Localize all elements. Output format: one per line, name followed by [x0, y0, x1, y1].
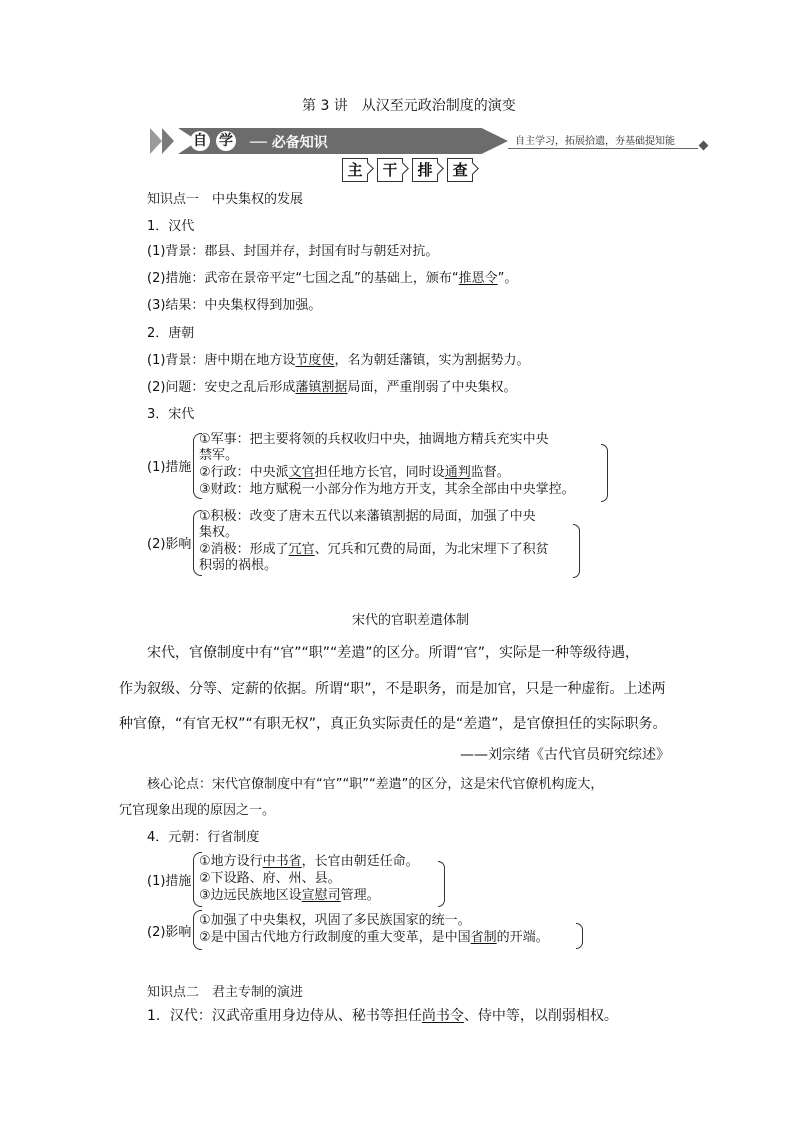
page-title: 第 3 讲 从汉至元政治制度的演变: [302, 98, 516, 114]
text-line: ①地方设行中书省，长官由朝廷任命。: [199, 854, 419, 869]
right-bracket: [573, 524, 580, 578]
underlined-term: 冗官: [288, 542, 315, 557]
text-line: (1)背景：唐中期在地方设节度使，名为朝廷藩镇，实为割据势力。: [147, 353, 530, 368]
banner-right-text: 自主学习，拓展拾遗，夯基础提知能: [515, 136, 675, 147]
tag-box: 排: [412, 158, 438, 182]
reading-paragraph: 种官僚，“有官无权”“有职无权”，真正负实际责任的是“差遣”，是官僚担任的实际职务。: [119, 716, 667, 732]
tag-box: 主: [342, 158, 368, 182]
underlined-term: 宣慰司: [301, 888, 341, 903]
underlined-term: 中书省: [262, 854, 302, 869]
brace-label: (2)影响: [147, 537, 192, 552]
text-line: ②下设路、府、州、县。: [199, 871, 341, 886]
text-line: 集权。: [199, 525, 239, 540]
text-line: 积弱的祸根。: [199, 558, 278, 573]
text-line: (3)结果：中央集权得到加强。: [147, 298, 322, 313]
underlined-term: 节度使: [295, 353, 335, 368]
banner-char-circle: 自: [190, 131, 210, 151]
text-line: (2)问题：安史之乱后形成藩镇割据局面，严重削弱了中央集权。: [147, 380, 517, 395]
diamond-icon: [699, 141, 709, 151]
subsection-heading: 1．汉代: [147, 219, 195, 234]
underlined-term: 尚书令: [421, 1008, 464, 1024]
text-line: ②是中国古代地方行政制度的重大变革，是中国省制的开端。: [199, 930, 549, 945]
text-line: ①积极：改变了唐末五代以来藩镇割据的局面，加强了中央: [199, 509, 536, 524]
text-line: ①加强了中央集权，巩固了多民族国家的统一。: [199, 913, 471, 928]
right-bracket: [438, 861, 445, 907]
tag-box: 查: [447, 158, 473, 182]
chevron-icon: [150, 128, 162, 154]
brace-label: (1)措施: [147, 874, 192, 889]
core-point: 冗官现象出现的原因之一。: [119, 803, 276, 818]
subsection-heading: 2．唐朝: [147, 326, 195, 341]
banner-subtitle: ── 必备知识: [250, 135, 328, 151]
underlined-term: 藩镇割据: [295, 380, 348, 395]
tag-group: [342, 158, 477, 184]
reading-paragraph: 作为叙级、分等、定薪的依据。所谓“职”，不是职务，而是加官，只是一种虚衔。上述两: [119, 681, 666, 697]
right-bracket: [576, 923, 583, 949]
underlined-term: 文官: [288, 465, 315, 480]
banner-divider: [508, 148, 698, 149]
section-heading: 知识点一 中央集权的发展: [147, 192, 304, 207]
text-line: ②消极：形成了冗官、冗兵和冗费的局面，为北宋埋下了积贫: [199, 542, 549, 557]
text-line: 禁军。: [199, 448, 239, 463]
text-line: ③财政：地方赋税一小部分作为地方开支，其余全部由中央掌控。: [199, 482, 575, 497]
underlined-term: 推恩令: [458, 271, 498, 286]
text-line: ③边远民族地区设宣慰司管理。: [199, 888, 380, 903]
text-line: 1．汉代：汉武帝重用身边侍从、秘书等担任尚书令、侍中等，以削弱相权。: [147, 1008, 618, 1024]
underlined-term: 省制: [470, 930, 497, 945]
tag-box: 干: [377, 158, 403, 182]
subsection-heading: 3．宋代: [147, 407, 195, 422]
text-line: ①军事：把主要将领的兵权收归中央，抽调地方精兵充实中央: [199, 432, 549, 447]
core-point: 核心论点：宋代官僚制度中有“官”“职”“差遣”的区分，这是宋代官僚机构庞大，: [147, 777, 604, 792]
subsection-heading: 4．元朝：行省制度: [147, 830, 260, 845]
underlined-term: 通判: [444, 465, 471, 480]
right-bracket: [601, 444, 608, 502]
section-heading: 知识点二 君主专制的演进: [147, 985, 304, 1000]
banner-char-circle: 学: [216, 131, 236, 151]
text-line: ②行政：中央派文官担任地方长官，同时设通判监督。: [199, 465, 510, 480]
reading-paragraph: 宋代，官僚制度中有“官”“职”“差遣”的区分。所谓“官”，实际是一种等级待遇，: [147, 645, 640, 661]
reading-source: ——刘宗绪《古代官员研究综述》: [460, 747, 670, 763]
reading-title: 宋代的官职差遣体制: [352, 613, 470, 628]
text-line: (1)背景：郡县、封国并存，封国有时与朝廷对抗。: [147, 244, 439, 259]
chevron-icon: [162, 128, 174, 154]
brace-label: (2)影响: [147, 925, 192, 940]
brace-label: (1)措施: [147, 460, 192, 475]
section-banner: [150, 128, 710, 154]
text-line: (2)措施：武帝在景帝平定“七国之乱”的基础上，颁布“推恩令”。: [147, 271, 518, 286]
